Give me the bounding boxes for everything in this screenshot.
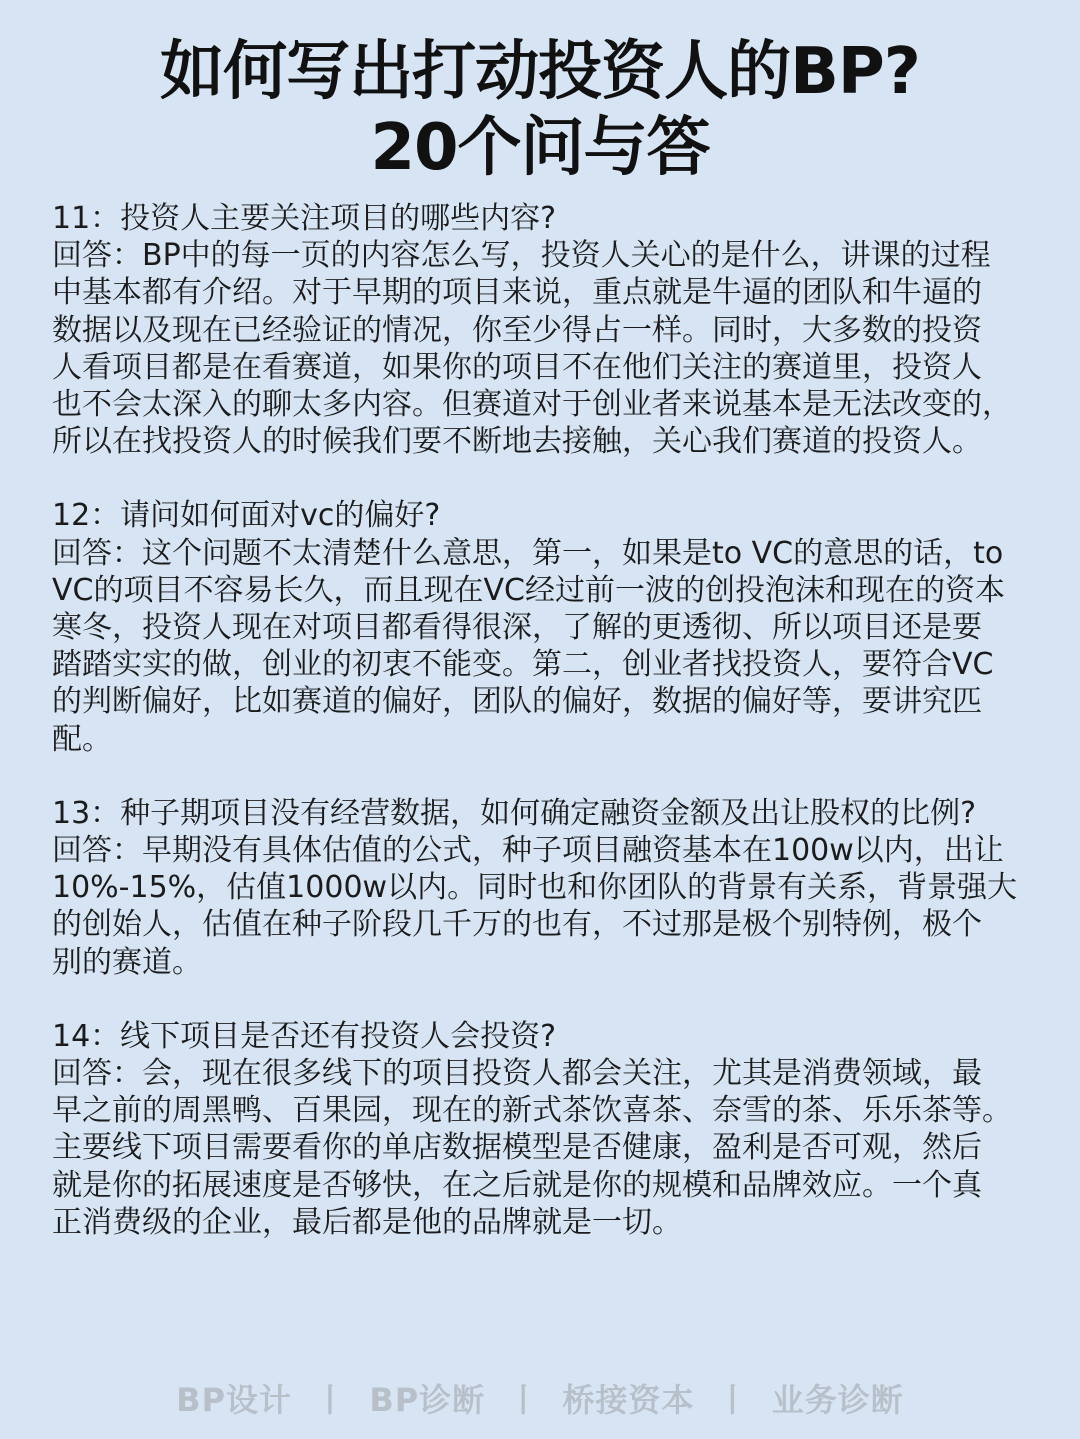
answer-11: 回答：BP中的每一页的内容怎么写，投资人关心的是什么，讲课的过程 中基本都有介绍。对于早期的项目来说，重点就是牛逼的团队和牛逼的 数据以及现在已经验证的情况，你至少得占一样。同时，大多数的投资 人看项目都是在看赛道，如果你的项目不在他们关注的赛道里，投资人 也不会太深入的聊太多内容。但赛道对于创业者来说基本是无法改变的， 所以在找投资人的时候我们要不断地去接触，关心我们赛道的投资人。 [52,238,1012,460]
qa-item-11 [52,200,1042,460]
question-11: 11：投资人主要关注项目的哪些内容? [52,201,557,236]
qa-item-12 [52,497,1042,757]
answer-14: 回答：会，现在很多线下的项目投资人都会关注，尤其是消费领域，最 早之前的周黑鸭、百果园，现在的新式茶饮喜茶、奈雪的茶、乐乐茶等。 主要线下项目需要看你的单店数据模型是否健康，盈利是否可观，然后 就是你的拓展速度是否够快，在之后就是你的规模和品牌效应。一个真 正消费级的企业，最后都是他的品牌就是一切。 [52,1056,1012,1240]
question-14: 14：线下项目是否还有投资人会投资? [52,1018,557,1054]
footer-services [0,1380,1080,1420]
qa-item-13 [52,795,1042,981]
footer-item-bridge-capital: 桥接资本 [562,1381,695,1419]
footer-separator: 丨 [314,1381,348,1419]
footer-separator: 丨 [507,1381,541,1419]
question-13: 13：种子期项目没有经营数据，如何确定融资金额及出让股权的比例? [52,795,977,831]
title-line-2: 20个问与答 [370,111,710,185]
footer-separator: 丨 [716,1381,750,1419]
qa-list [52,200,1042,1278]
answer-13: 回答：早期没有具体估值的公式，种子项目融资基本在100w以内，出让 10%-15%，估值1000w以内。同时也和你团队的背景有关系，背景强大 的创始人，估值在种子阶段几千万的也有，不过那是极个别特例，极个 别的赛道。 [52,833,1018,980]
qa-item-14 [52,1018,1042,1241]
title-line-1: 如何写出打动投资人的BP? [160,35,920,109]
footer-item-business-diagnosis: 业务诊断 [771,1381,904,1419]
question-12: 12：请问如何面对vc的偏好? [52,498,441,534]
footer-item-bp-design: BP设计 [176,1381,293,1419]
page-title [0,34,1080,186]
answer-12: 回答：这个问题不太清楚什么意思，第一，如果是to VC的意思的话，to VC的项目不容易长久，而且现在VC经过前一波的创投泡沫和现在的资本 寒冬，投资人现在对项目都看得很深，了解的更透彻、所以项目还是要 踏踏实实的做，创业的初衷不能变。第二，创业者找投资人，要符合VC 的判断偏好，比如赛道的偏好，团队的偏好，数据的偏好等，要讲究匹 配。 [52,535,1005,757]
footer-item-bp-diagnosis: BP诊断 [369,1381,486,1419]
